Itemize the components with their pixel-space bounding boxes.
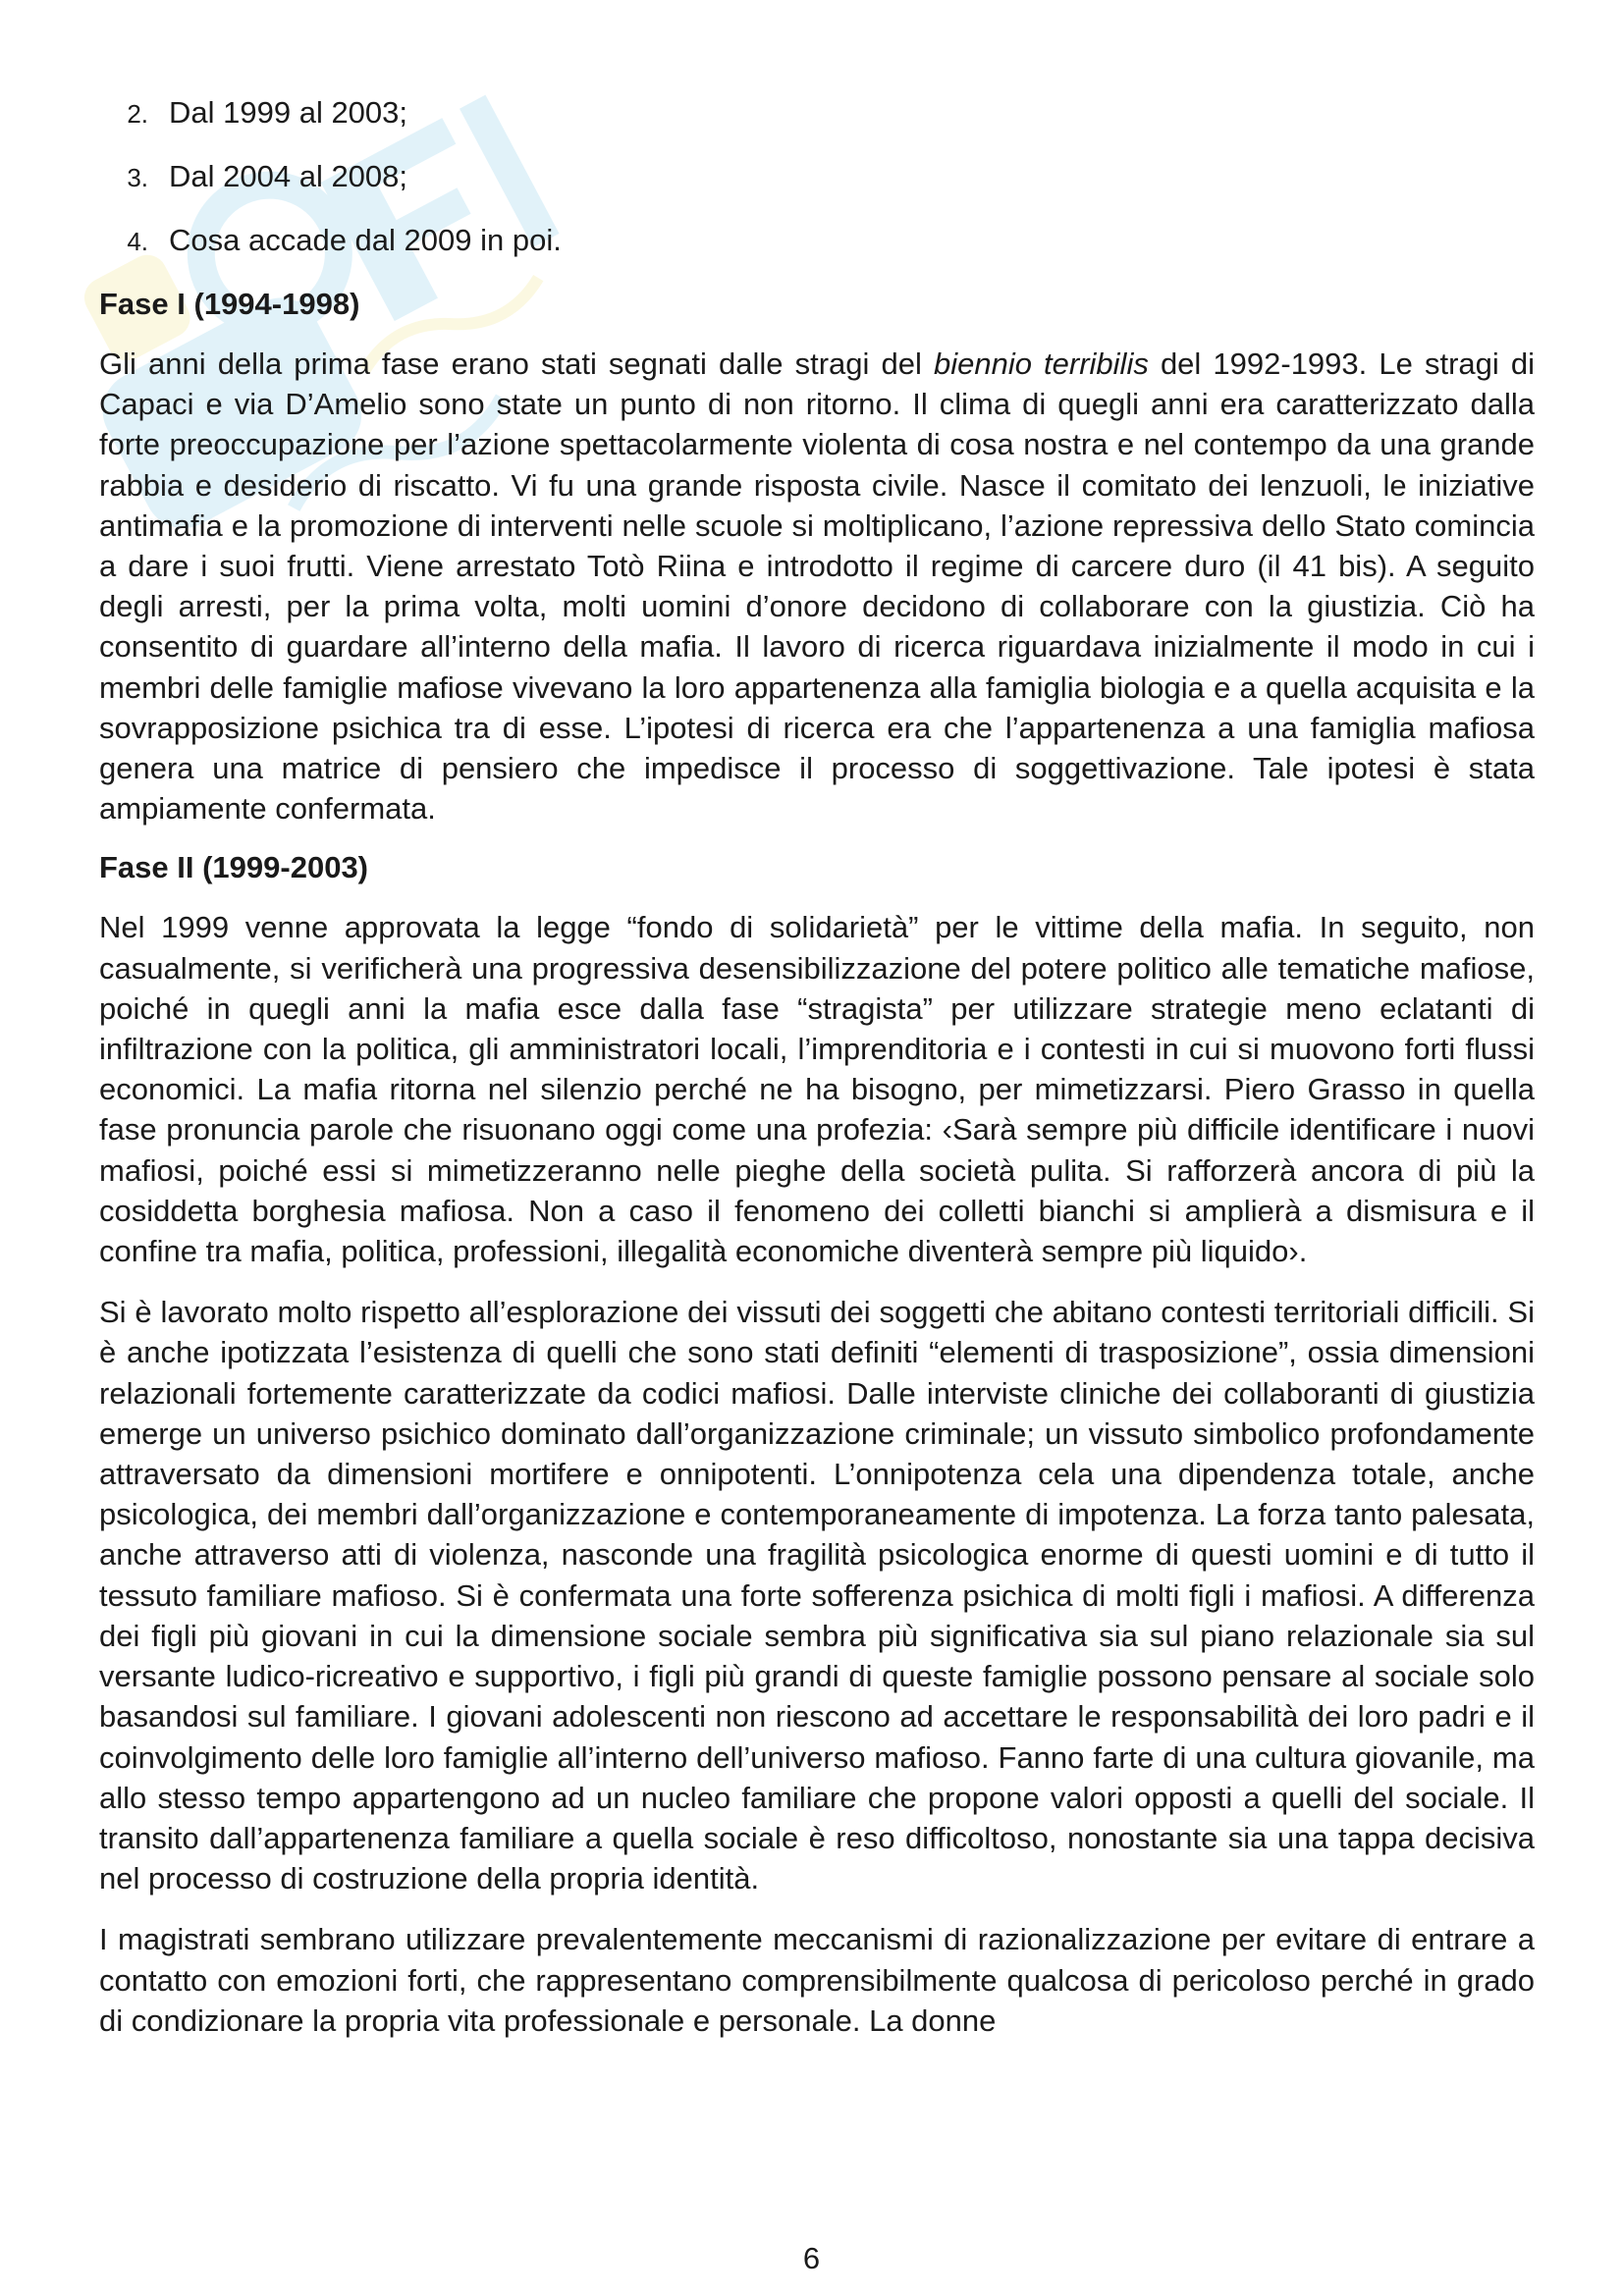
section-heading-phase-2: Fase II (1999-2003) bbox=[99, 850, 369, 885]
list-item-number: 4. bbox=[127, 227, 148, 256]
list-item-text: Dal 1999 al 2003; bbox=[169, 95, 408, 130]
page-number: 6 bbox=[802, 2241, 821, 2275]
list-item bbox=[99, 222, 1535, 260]
page-content bbox=[99, 94, 1535, 2061]
paragraph-phase-2-3: I magistrati sembrano utilizzare prevalentemente meccanismi di razionalizzazione per evitare di entrare a contatto con emozioni forti, che rappresentano comprensibilmente qualcosa di pericoloso perché in grado di condizionare la propria vita professionale e personale. La donne bbox=[99, 1922, 1535, 2038]
list-item-text: Dal 2004 al 2008; bbox=[169, 159, 408, 193]
section-heading-phase-1: Fase I (1994-1998) bbox=[99, 287, 360, 321]
list-item bbox=[99, 158, 1535, 196]
paragraph-text: del 1992-1993. Le stragi di Capaci e via D’Amelio sono state un punto di non ritorno. Il clima di quegli anni era caratterizzato dalla forte preoccupazione per l’azione spettacolarmente violenta di cosa nostra e nel contempo da una grande rabbia e desiderio di riscatto. Vi fu una grande risposta civile. Nasce il comitato dei lenzuoli, le iniziative antimafia e la promozione di interventi nelle scuole si moltiplicano, l’azione repressiva dello Stato comincia a dare i suoi frutti. Viene arrestato Totò Riina e introdotto il regime di carcere duro (il 41 bis). A seguito degli arresti, per la prima volta, molti uomini d’onore decidono di collaborare con la giustizia. Ciò ha consentito di guardare all’interno della mafia. Il lavoro di ricerca riguardava inizialmente il modo in cui i membri delle famiglie mafiose vivevano la loro appartenenza alla famiglia biologia e a quella acquisita e la sovrapposizione psichica tra di esse. L’ipotesi di ricerca era che l’appartenenza a una famiglia mafiosa genera una matrice di pensiero che impedisce il processo di soggettivazione. Tale ipotesi è stata ampiamente confermata. bbox=[99, 347, 1535, 827]
list-item bbox=[99, 94, 1535, 133]
paragraph-phase-2-2: Si è lavorato molto rispetto all’esplorazione dei vissuti dei soggetti che abitano contesti territoriali difficili. Si è anche ipotizzata l’esistenza di quelli che sono stati definiti “elementi di trasposizione”, ossia dimensioni relazionali fortemente caratterizzate da codici mafiosi. Dalle interviste cliniche dei collaboranti di giustizia emerge un universo psichico dominato dall’organizzazione criminale; un vissuto simbolico profondamente attraversato da dimensioni mortifere e onnipotenti. L’onnipotenza cela una dipendenza totale, anche psicologica, dei membri dall’organizzazione e contemporaneamente di impotenza. La forza tanto palesata, anche attraverso atti di violenza, nasconde una fragilità psicologica enorme di questi uomini e di tutto il tessuto familiare mafioso. Si è confermata una forte sofferenza psichica di molti figli i mafiosi. A differenza dei figli più giovani in cui la dimensione sociale sembra più significativa sia sul piano relazionale sia sul versante ludico-ricreativo e supportivo, i figli più grandi di queste famiglie possono pensare al sociale solo basandosi sul familiare. I giovani adolescenti non riescono ad accettare le responsabilità dei loro padri e il coinvolgimento delle loro famiglie all’interno dell’universo mafioso. Fanno farte di una cultura giovanile, ma allo stesso tempo appartengono ad un nucleo familiare che propone valori opposti a quelli del sociale. Il transito dall’appartenenza familiare a quella sociale è reso difficoltoso, nonostante sia una tappa decisiva nel processo di costruzione della propria identità. bbox=[99, 1295, 1535, 1896]
paragraph-phase-2-1: Nel 1999 venne approvata la legge “fondo di solidarietà” per le vittime della mafia. In seguito, non casualmente, si verificherà una progressiva desensibilizzazione del potere politico alle tematiche mafiose, poiché in quegli anni la mafia esce dalla fase “stragista” per utilizzare strategie meno eclatanti di infiltrazione con la politica, gli amministratori locali, l’imprenditoria e i contesti in cui si muovono forti flussi economici. La mafia ritorna nel silenzio perché ne ha bisogno, per mimetizzarsi. Piero Grasso in quella fase pronuncia parole che risuonano oggi come una profezia: ‹Sarà sempre più difficile identificare i nuovi mafiosi, poiché essi si mimetizzeranno nelle pieghe della società pulita. Si rafforzerà ancora di più la cosiddetta borghesia mafiosa. Non a caso il fenomeno dei colletti bianchi si amplierà a dismisura e il confine tra mafia, politica, professioni, illegalità economiche diventerà sempre più liquido›. bbox=[99, 910, 1535, 1269]
list-item-text: Cosa accade dal 2009 in poi. bbox=[169, 223, 562, 257]
paragraph-text: Gli anni della prima fase erano stati segnati dalle stragi del bbox=[99, 347, 934, 381]
phase-list bbox=[99, 94, 1535, 260]
paragraph-phase-1 bbox=[99, 344, 1535, 828]
list-item-number: 3. bbox=[127, 163, 148, 192]
paragraph-emphasis: biennio terribilis bbox=[933, 347, 1149, 381]
list-item-number: 2. bbox=[127, 99, 148, 129]
